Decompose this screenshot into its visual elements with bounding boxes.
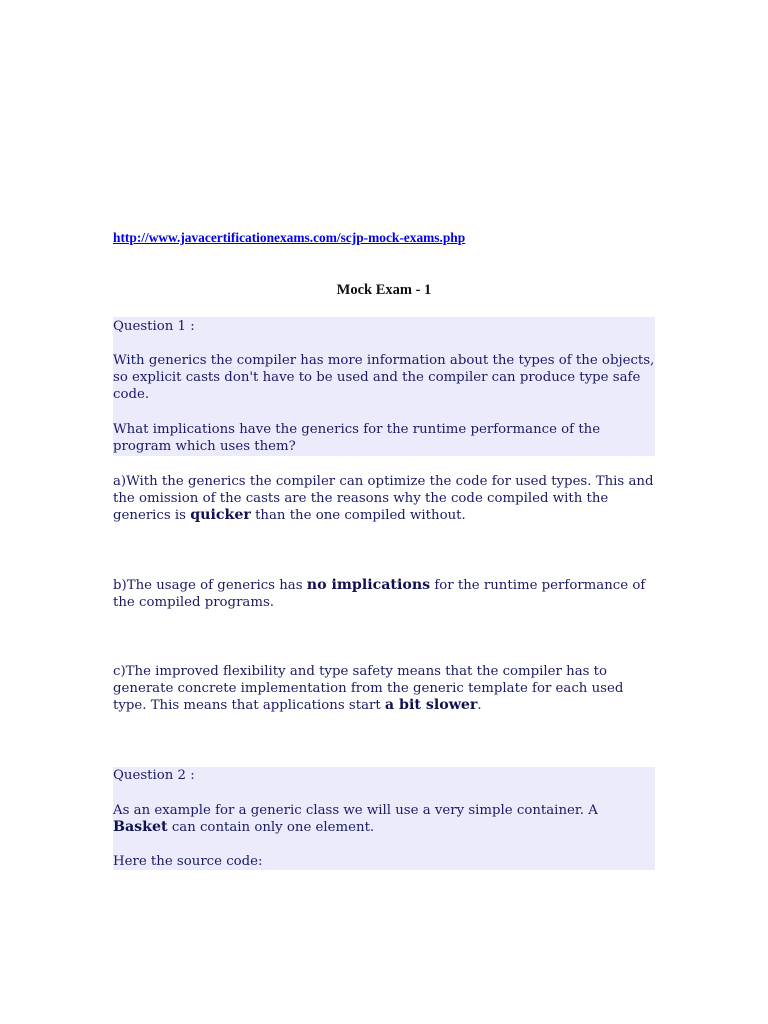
answer-c-text-start: c)The improved flexibility and type safety means that the compiler has to generate concrete implementation from the generic template for each used type. This means that applications start [113, 664, 624, 714]
answer-a-text-start: a)With the generics the compiler can optimize the code for used types. This and the omission of the casts are the reasons why the code compiled with the generics is [113, 474, 654, 524]
question-2-emphasis: Basket [113, 819, 168, 836]
answer-c-emphasis: a bit slower [384, 697, 478, 714]
answer-c-text-end: . [477, 698, 482, 714]
answer-b [113, 577, 655, 611]
answer-b-emphasis: no implications [306, 577, 431, 593]
answer-a-text-end: than the one compiled without. [250, 508, 466, 524]
answer-c [113, 663, 655, 715]
question-2-intro-start: As an example for a generic class we will use a very simple container. A [113, 803, 598, 818]
question-2-source-label: Here the source code: [113, 854, 263, 869]
source-url-link[interactable]: http://www.javacertificationexams.com/scjp-mock-exams.php [113, 230, 466, 245]
answer-a-emphasis: quicker [190, 507, 251, 524]
answer-a [113, 473, 655, 525]
question-1-prompt: What implications have the generics for the runtime performance of the program which uses them? [113, 422, 601, 455]
question-1-label: Question 1 : [113, 319, 195, 334]
answer-b-text-start: b)The usage of generics has [113, 578, 307, 593]
question-2-intro [113, 802, 655, 836]
page-title: Mock Exam - 1 [336, 282, 432, 298]
question-1-intro: With generics the compiler has more information about the types of the objects, so explicit casts don't have to be used and the compiler can produce type safe code. [113, 353, 655, 403]
question-2-intro-end: can contain only one element. [167, 820, 375, 836]
answer-b-text-end: for the runtime performance of the compiled programs. [113, 578, 646, 611]
question-2-label: Question 2 : [113, 768, 195, 783]
